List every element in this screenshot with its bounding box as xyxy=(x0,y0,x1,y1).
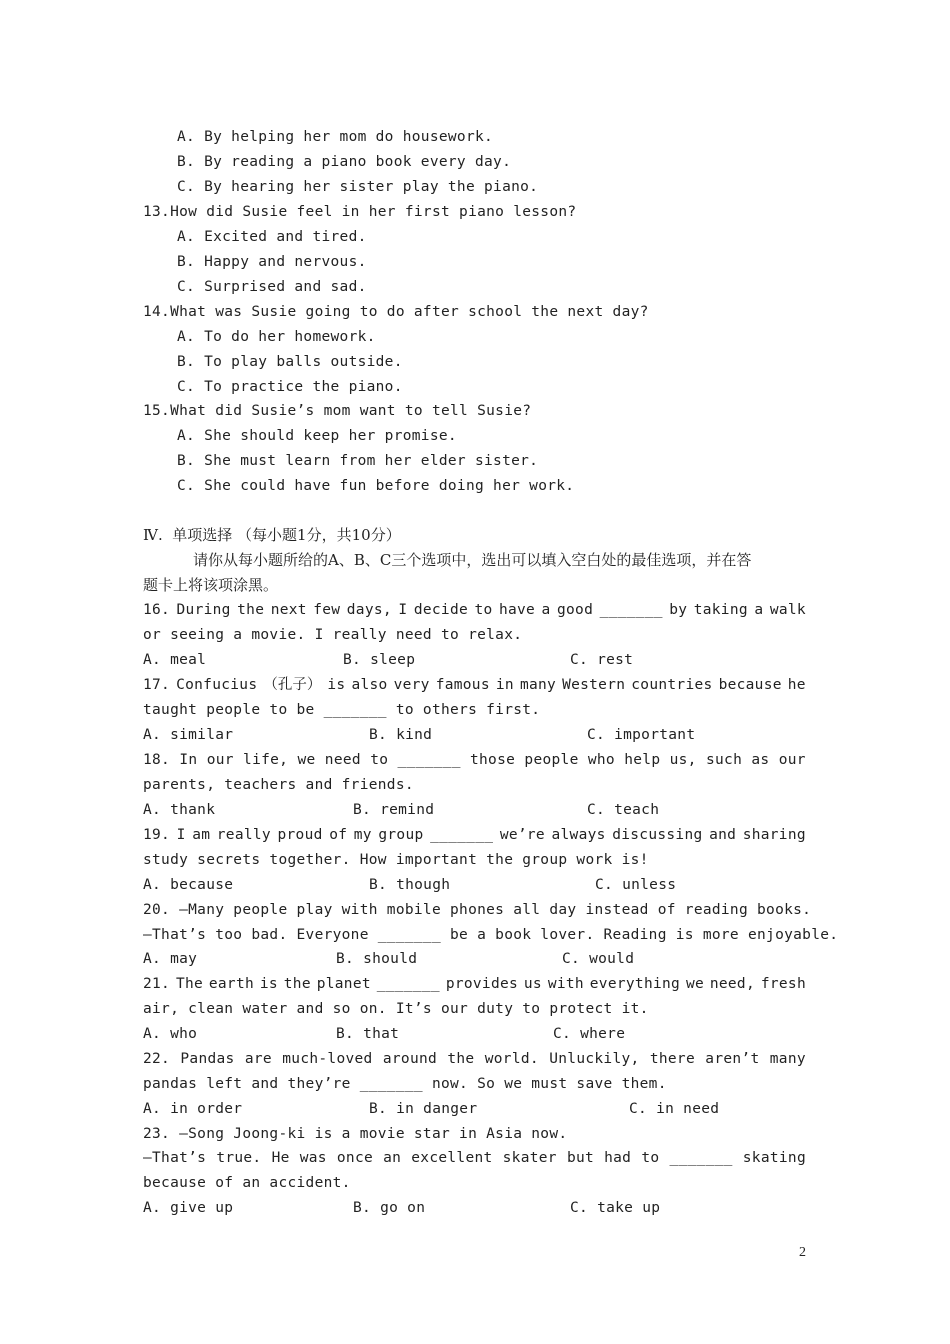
q15-option-b: B. She must learn from her elder sister. xyxy=(177,453,539,469)
word: earth xyxy=(208,976,255,992)
word: need xyxy=(324,752,361,768)
word: very xyxy=(393,677,430,693)
q13-option-b: B. Happy and nervous. xyxy=(177,254,367,270)
word: help xyxy=(624,752,661,768)
word: countries xyxy=(631,677,713,693)
q21-option-a: A. who xyxy=(143,1026,198,1042)
word: famous xyxy=(435,677,490,693)
word: walk xyxy=(769,602,806,618)
word: many xyxy=(769,1051,806,1067)
word: are xyxy=(244,1051,272,1067)
q13-option-a: A. Excited and tired. xyxy=(177,229,367,245)
q16-line1 xyxy=(143,600,806,620)
word: few xyxy=(313,602,341,618)
q15-option-c: C. She could have fun before doing her work. xyxy=(177,478,575,494)
word: the xyxy=(283,976,311,992)
word: good xyxy=(557,602,594,618)
word: a xyxy=(541,602,551,618)
word: we xyxy=(297,752,316,768)
q23-option-c: C. take up xyxy=(570,1200,661,1216)
word: also xyxy=(351,677,388,693)
q16-line2: or seeing a movie. I really need to relax. xyxy=(143,627,523,643)
word: an xyxy=(383,1150,402,1166)
word: he xyxy=(787,677,806,693)
q18-option-c: C. teach xyxy=(587,802,660,818)
word: my xyxy=(353,827,372,843)
word: I xyxy=(398,602,408,618)
word: provides xyxy=(445,976,519,992)
word: we’re xyxy=(499,827,545,843)
q23-line3: because of an accident. xyxy=(143,1175,351,1191)
q17-line1 xyxy=(143,675,806,695)
word: those xyxy=(470,752,516,768)
q19-option-b: B. though xyxy=(369,877,451,893)
word: sharing xyxy=(742,827,806,843)
q13-option-c: C. Surprised and sad. xyxy=(177,279,367,295)
q22-options xyxy=(143,1099,806,1119)
q20-line2: —That’s too bad. Everyone _______ be a book lover. Reading is more enjoyable. xyxy=(143,927,839,943)
q16-option-c: C. rest xyxy=(570,652,634,668)
word: much-loved xyxy=(282,1051,373,1067)
word: true. xyxy=(216,1150,262,1166)
word: planet xyxy=(316,976,371,992)
word: In xyxy=(179,752,198,768)
q20-option-c: C. would xyxy=(562,951,635,967)
section-heading: Ⅳ. 单项选择 （每小题1分，共10分） xyxy=(143,526,401,544)
word: and xyxy=(709,827,737,843)
word: _______ xyxy=(669,1150,733,1166)
q17-options xyxy=(143,725,806,745)
word: days, xyxy=(346,602,392,618)
word: is xyxy=(327,677,346,693)
word: world. xyxy=(484,1051,539,1067)
q20-line1: 20. —Many people play with mobile phones all day instead of reading books. xyxy=(143,902,812,918)
word: decide xyxy=(413,602,469,618)
word: there xyxy=(649,1051,695,1067)
word: Pandas xyxy=(180,1051,235,1067)
q22-option-c: C. in need xyxy=(629,1101,720,1117)
q16-option-a: A. meal xyxy=(143,652,207,668)
q13-question: 13.How did Susie feel in her first piano lesson? xyxy=(143,204,577,220)
word: around xyxy=(382,1051,438,1067)
word: excellent xyxy=(411,1150,493,1166)
word: is xyxy=(259,976,278,992)
q23-line2 xyxy=(143,1148,806,1168)
q20-option-a: A. may xyxy=(143,951,198,967)
word: the xyxy=(447,1051,475,1067)
q14-question: 14.What was Susie going to do after school the next day? xyxy=(143,304,649,320)
q16-option-b: B. sleep xyxy=(343,652,416,668)
q23-option-a: A. give up xyxy=(143,1200,234,1216)
word: we xyxy=(685,976,704,992)
q18-line2: parents, teachers and friends. xyxy=(143,777,414,793)
q18-options xyxy=(143,800,806,820)
q12-option-a: A. By helping her mom do housework. xyxy=(177,129,494,145)
q19-line2: study secrets together. How important the group work is! xyxy=(143,852,649,868)
q22-line2: pandas left and they’re _______ now. So we must save them. xyxy=(143,1076,667,1092)
word: 19. xyxy=(143,827,171,843)
word: Confucius xyxy=(176,677,258,693)
word: am xyxy=(192,827,211,843)
word: our xyxy=(778,752,806,768)
q17-option-c: C. important xyxy=(587,727,696,743)
word: was xyxy=(299,1150,327,1166)
word: a xyxy=(754,602,764,618)
word: Unluckily, xyxy=(549,1051,640,1067)
q21-options xyxy=(143,1024,806,1044)
word: 16. xyxy=(143,602,171,618)
q14-option-a: A. To do her homework. xyxy=(177,329,376,345)
word: such xyxy=(705,752,743,768)
q17-option-a: A. similar xyxy=(143,727,234,743)
word: skater xyxy=(502,1150,557,1166)
word: During xyxy=(176,602,231,618)
q18-option-b: B. remind xyxy=(353,802,435,818)
word: next xyxy=(270,602,307,618)
word: group xyxy=(378,827,424,843)
q21-line1 xyxy=(143,974,806,994)
word: —That’s xyxy=(143,1150,207,1166)
q23-options xyxy=(143,1198,806,1218)
q17-line2: taught people to be _______ to others first. xyxy=(143,702,541,718)
word: 21. xyxy=(143,976,171,992)
q12-option-b: B. By reading a piano book every day. xyxy=(177,154,512,170)
word: taking xyxy=(693,602,748,618)
q18-line1 xyxy=(143,750,806,770)
word: _______ xyxy=(599,602,663,618)
word: He xyxy=(271,1150,290,1166)
q21-option-c: C. where xyxy=(553,1026,626,1042)
word: our xyxy=(206,752,234,768)
q19-option-a: A. because xyxy=(143,877,234,893)
q22-option-b: B. in danger xyxy=(369,1101,478,1117)
word: （孔子） xyxy=(263,677,322,693)
word: with xyxy=(547,976,584,992)
word: _______ xyxy=(397,752,461,768)
q19-option-c: C. unless xyxy=(595,877,677,893)
q21-line2: air, clean water and so on. It’s our duty to protect it. xyxy=(143,1001,649,1017)
word: _______ xyxy=(376,976,440,992)
word: to xyxy=(370,752,389,768)
word: but xyxy=(566,1150,595,1166)
word: who xyxy=(587,752,615,768)
word: The xyxy=(175,976,204,992)
word: by xyxy=(669,602,688,618)
q18-option-a: A. thank xyxy=(143,802,216,818)
q21-option-b: B. that xyxy=(336,1026,400,1042)
word: always xyxy=(551,827,606,843)
word: because xyxy=(718,677,782,693)
word: aren’t xyxy=(705,1051,760,1067)
word: the xyxy=(237,602,265,618)
q14-option-b: B. To play balls outside. xyxy=(177,354,403,370)
q17-option-b: B. kind xyxy=(369,727,433,743)
word: proud xyxy=(277,827,323,843)
word: life, xyxy=(243,752,289,768)
q20-option-b: B. should xyxy=(336,951,418,967)
q15-question: 15.What did Susie’s mom want to tell Susie? xyxy=(143,403,532,419)
word: to xyxy=(474,602,493,618)
word: us xyxy=(523,976,542,992)
word: everything xyxy=(589,976,681,992)
word: as xyxy=(751,752,770,768)
word: 18. xyxy=(143,752,171,768)
word: have xyxy=(498,602,536,618)
q23-line1: 23. —Song Joong-ki is a movie star in Asia now. xyxy=(143,1126,568,1142)
section-instruction-line2: 题卡上将该项涂黑。 xyxy=(143,576,279,594)
section-instruction-line1: 请你从每小题所给的A、B、C三个选项中，选出可以填入空白处的最佳选项，并在答 xyxy=(193,551,752,569)
word: fresh xyxy=(760,976,806,992)
word: in xyxy=(495,677,514,693)
q15-option-a: A. She should keep her promise. xyxy=(177,428,457,444)
word: Western xyxy=(562,677,626,693)
q19-line1 xyxy=(143,825,806,845)
q22-option-a: A. in order xyxy=(143,1101,243,1117)
word: once xyxy=(336,1150,374,1166)
q22-line1 xyxy=(143,1049,806,1069)
word: had xyxy=(604,1150,632,1166)
word: 17. xyxy=(143,677,171,693)
word: really xyxy=(216,827,271,843)
word: skating xyxy=(742,1150,806,1166)
q16-options xyxy=(143,650,806,670)
word: us, xyxy=(669,752,697,768)
word: I xyxy=(176,827,186,843)
word: of xyxy=(329,827,348,843)
word: to xyxy=(641,1150,660,1166)
q14-option-c: C. To practice the piano. xyxy=(177,379,403,395)
q19-options xyxy=(143,875,806,895)
q23-option-b: B. go on xyxy=(353,1200,426,1216)
q12-option-c: C. By hearing her sister play the piano. xyxy=(177,179,539,195)
word: _______ xyxy=(430,827,494,843)
word: discussing xyxy=(612,827,703,843)
q20-options xyxy=(143,949,806,969)
word: many xyxy=(519,677,557,693)
page-number: 2 xyxy=(799,1245,807,1260)
word: need, xyxy=(709,976,755,992)
word: 22. xyxy=(143,1051,171,1067)
word: people xyxy=(524,752,579,768)
